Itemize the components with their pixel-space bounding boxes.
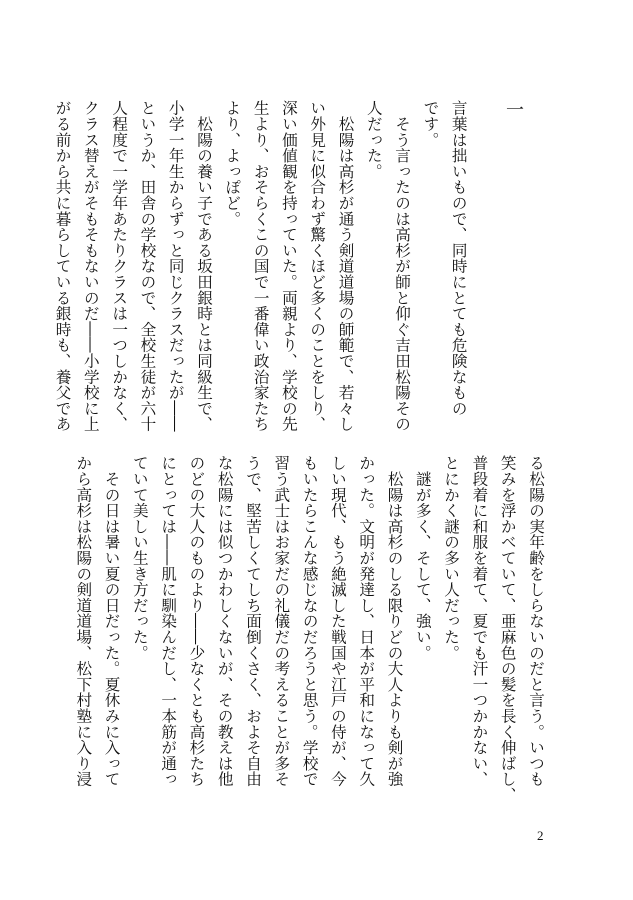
text-line: 謎が多く、そして、強い。 <box>413 455 432 661</box>
text-line: のどの大人のものより――少なくとも高杉たち <box>187 455 206 787</box>
upper-text-block <box>53 100 535 440</box>
text-line: 人だった。 <box>364 100 383 179</box>
text-line: もいたらこんな感じなのだろうと思う。学校で <box>300 455 319 787</box>
text-line: 小学一年生からずっと同じクラスだったが―― <box>166 100 185 432</box>
text-line: 言葉は拙いもので、同時にとても危険なもの <box>449 100 468 416</box>
text-line: しい現代、もう絶滅した戦国や江戸の侍が、今 <box>328 455 347 787</box>
text-line: とにかく謎の多い人だった。 <box>442 455 461 661</box>
page-number: 2 <box>537 828 544 843</box>
chapter-heading: 一 <box>503 100 524 119</box>
text-line: 深い価値観を持っていた。両親より、学校の先 <box>279 100 298 432</box>
text-line: 松陽は高杉のしる限りどの大人よりも剣が強 <box>385 455 404 787</box>
text-line: から高杉は松陽の剣道道場、松下村塾に入り浸 <box>74 455 93 787</box>
lower-text-block <box>74 455 550 803</box>
text-line: うで、堅苦しくてしち面倒くさく、およそ自由 <box>244 455 263 787</box>
text-line: クラス替えがそもそもないのだ――小学校に上 <box>81 100 100 432</box>
text-line: ていて美しい生き方だった。 <box>130 455 149 661</box>
text-line: です。 <box>421 100 440 148</box>
text-line: い外見に似合わず驚くほど多くのことをしり、 <box>308 100 327 432</box>
text-line: そう言ったのは高杉が師と仰ぐ吉田松陽その <box>393 100 412 432</box>
text-line: 人程度で一学年あたりクラスは一つしかなく、 <box>110 100 129 432</box>
text-line: にとっては――肌に馴染んだし、一本筋が通っ <box>159 455 178 787</box>
text-line: な松陽には似つかわしくないが、その教えは他 <box>215 455 234 787</box>
text-line: その日は暑い夏の日だった。夏休みに入って <box>102 455 121 787</box>
text-line: というか、田舎の学校なので、全校生徒が六十 <box>138 100 157 432</box>
text-line: 笑みを浮かべていて、亜麻色の髪を長く伸ばし、 <box>498 455 517 803</box>
text-line: かった。文明が発達し、日本が平和になって久 <box>357 455 376 787</box>
text-line: 松陽は高杉が通う剣道道場の師範で、若々し <box>336 100 355 432</box>
text-line: る松陽の実年齢をしらないのだと言う。いつも <box>527 455 545 787</box>
text-line: がる前から共に暮らしている銀時も、養父であ <box>53 100 72 432</box>
text-line: 普段着に和服を着て、夏でも汗一つかかない、 <box>470 455 489 787</box>
text-line: 生より、おそらくこの国で一番偉い政治家たち <box>251 100 270 432</box>
text-line: より、よっぽど。 <box>223 100 242 227</box>
text-line: 松陽の養い子である坂田銀時とは同級生で、 <box>195 100 214 432</box>
text-line: 習う武士はお家だの礼儀だの考えることが多そ <box>272 455 291 787</box>
